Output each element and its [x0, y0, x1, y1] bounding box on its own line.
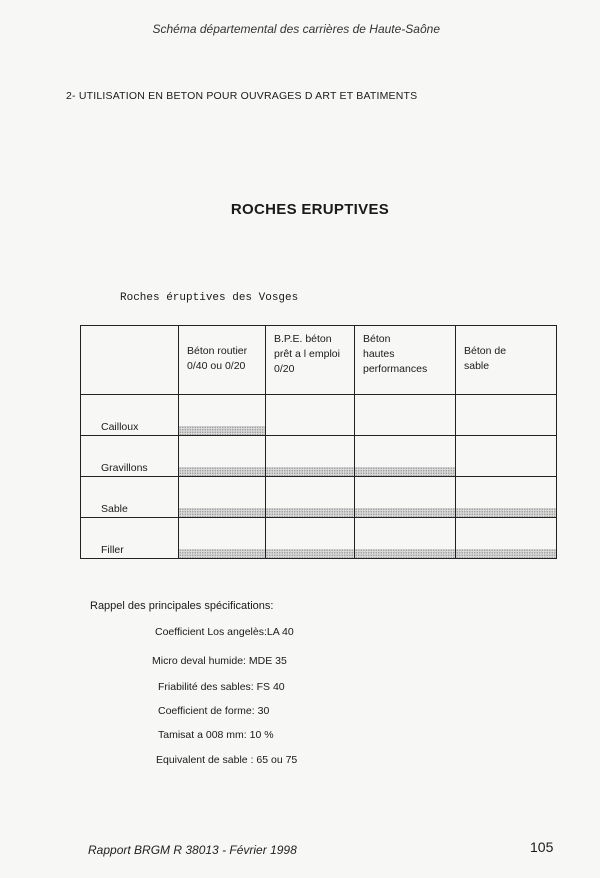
- table-cell: [355, 477, 456, 518]
- column-header-beton-de-sable: [456, 326, 557, 395]
- table-cell: [266, 477, 355, 518]
- table-row: [81, 395, 557, 436]
- suitability-shading: [179, 549, 265, 558]
- row-label-cell: [81, 436, 179, 477]
- page-number: 105: [530, 839, 554, 855]
- column-header-line: prêt a l emploi: [274, 348, 340, 360]
- column-header-line: 0/40 ou 0/20: [187, 360, 246, 372]
- table-row: [81, 436, 557, 477]
- header-corner-cell: [81, 326, 179, 395]
- row-label-cell: [81, 477, 179, 518]
- table-row: [81, 477, 557, 518]
- column-header-beton-routier: [179, 326, 266, 395]
- table-row: [81, 518, 557, 559]
- table-cell: [355, 518, 456, 559]
- table-cell: [456, 395, 557, 436]
- suitability-shading: [355, 549, 455, 558]
- table-cell: [355, 436, 456, 477]
- section-heading: 2- UTILISATION EN BETON POUR OUVRAGES D ART ET BATIMENTS: [66, 90, 418, 102]
- spec-item: Friabilité des sables: FS 40: [158, 681, 285, 693]
- column-header-line: 0/20: [274, 363, 295, 375]
- table-cell: [179, 518, 266, 559]
- suitability-shading: [179, 467, 265, 476]
- table-cell: [355, 395, 456, 436]
- column-header-line: Béton de: [464, 345, 507, 357]
- row-label-cell: [81, 518, 179, 559]
- table-cell: [179, 477, 266, 518]
- suitability-shading: [456, 549, 556, 558]
- row-label: Gravillons: [101, 462, 148, 474]
- row-label: Filler: [101, 544, 124, 556]
- table-cell: [456, 477, 557, 518]
- row-label: Cailloux: [101, 421, 139, 433]
- running-header: Schéma départemental des carrières de Haute-Saône: [152, 22, 440, 36]
- row-label: Sable: [101, 503, 128, 515]
- table-cell: [456, 518, 557, 559]
- specifications-title: Rappel des principales spécifications:: [90, 600, 274, 612]
- table-cell: [266, 518, 355, 559]
- column-header-line: hautes: [363, 348, 395, 360]
- report-reference: Rapport BRGM R 38013 - Février 1998: [88, 843, 297, 857]
- column-header-hautes-performances: [355, 326, 456, 395]
- table-caption: Roches éruptives des Vosges: [120, 292, 299, 304]
- row-label-cell: [81, 395, 179, 436]
- spec-item: Equivalent de sable : 65 ou 75: [156, 754, 298, 766]
- spec-item: Micro deval humide: MDE 35: [152, 655, 287, 667]
- column-header-line: Béton: [363, 333, 391, 345]
- usage-table: [80, 325, 557, 559]
- page-title: ROCHES ERUPTIVES: [230, 201, 390, 218]
- spec-item: Tamisat a 008 mm: 10 %: [158, 729, 274, 741]
- table-cell: [266, 436, 355, 477]
- spec-item: Coefficient Los angelès:LA 40: [155, 626, 294, 638]
- column-header-line: Béton routier: [187, 345, 248, 357]
- column-header-line: B.P.E. béton: [274, 333, 332, 345]
- suitability-shading: [355, 467, 455, 476]
- table-cell: [179, 395, 266, 436]
- suitability-shading: [266, 549, 354, 558]
- spec-item: Coefficient de forme: 30: [158, 705, 270, 717]
- table-cell: [266, 395, 355, 436]
- column-header-line: performances: [363, 363, 428, 375]
- table-header-row: [81, 326, 557, 395]
- suitability-shading: [266, 508, 354, 517]
- suitability-shading: [179, 508, 265, 517]
- suitability-shading: [355, 508, 455, 517]
- suitability-shading: [456, 508, 556, 517]
- suitability-shading: [179, 426, 265, 435]
- table-cell: [456, 436, 557, 477]
- column-header-bpe: [266, 326, 355, 395]
- suitability-shading: [266, 467, 354, 476]
- column-header-line: sable: [464, 360, 490, 372]
- table-cell: [179, 436, 266, 477]
